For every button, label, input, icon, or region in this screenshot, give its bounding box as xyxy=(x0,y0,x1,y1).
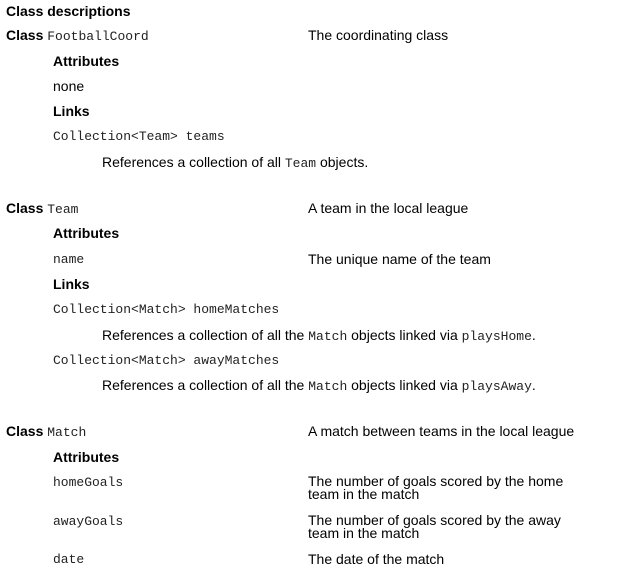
attribute-name: date xyxy=(53,552,85,567)
attribute-description-line: The number of goals scored by the away xyxy=(308,512,561,528)
class-header-match xyxy=(6,423,86,440)
link-reference-class: Team xyxy=(284,156,317,171)
link-reference-class: Match xyxy=(308,379,348,394)
attribute-description xyxy=(308,514,608,540)
attribute-name: name xyxy=(53,252,85,267)
link-reference-mid: objects linked via xyxy=(347,327,462,343)
class-header-team xyxy=(6,200,78,217)
attributes-label: Attributes xyxy=(53,53,120,69)
link-reference-association: playsHome xyxy=(461,329,532,344)
links-label: Links xyxy=(53,103,90,119)
class-keyword: Class xyxy=(6,200,44,216)
class-description: A match between teams in the local league xyxy=(308,423,575,439)
link-reference-association: playsAway xyxy=(461,379,532,394)
attribute-description: The date of the match xyxy=(308,551,445,567)
link-reference-suffix: . xyxy=(531,327,536,343)
attribute-name: homeGoals xyxy=(53,475,124,490)
class-description: A team in the local league xyxy=(308,200,469,216)
attribute-description xyxy=(308,475,608,501)
class-keyword: Class xyxy=(6,27,44,43)
link-declaration: Collection<Match> homeMatches xyxy=(53,302,280,317)
link-reference-class: Match xyxy=(308,329,348,344)
link-declaration: Collection<Match> awayMatches xyxy=(53,353,280,368)
link-reference xyxy=(102,154,368,171)
attribute-description: The unique name of the team xyxy=(308,251,491,267)
link-reference-suffix: objects. xyxy=(316,154,369,170)
class-name: Match xyxy=(47,425,87,440)
class-name: Team xyxy=(47,202,79,217)
page-title: Class descriptions xyxy=(6,3,131,19)
class-description: The coordinating class xyxy=(308,27,449,43)
attributes-label: Attributes xyxy=(53,449,120,465)
class-name: FootballCoord xyxy=(47,29,149,44)
link-reference-mid: objects linked via xyxy=(347,377,462,393)
attribute-name: awayGoals xyxy=(53,514,124,529)
class-keyword: Class xyxy=(6,423,44,439)
link-declaration: Collection<Team> teams xyxy=(53,129,225,144)
link-reference-prefix: References a collection of all the xyxy=(102,377,309,393)
attribute-description-line: team in the match xyxy=(308,525,420,541)
class-header-footballcoord xyxy=(6,27,149,44)
link-reference-suffix: . xyxy=(531,377,536,393)
link-reference xyxy=(102,327,536,344)
attribute-description-line: team in the match xyxy=(308,486,420,502)
attributes-none: none xyxy=(53,78,85,94)
attributes-label: Attributes xyxy=(53,225,120,241)
links-label: Links xyxy=(53,276,90,292)
link-reference-prefix: References a collection of all the xyxy=(102,327,309,343)
link-reference-prefix: References a collection of all xyxy=(102,154,285,170)
attribute-description-line: The number of goals scored by the home xyxy=(308,473,564,489)
link-reference xyxy=(102,377,536,394)
